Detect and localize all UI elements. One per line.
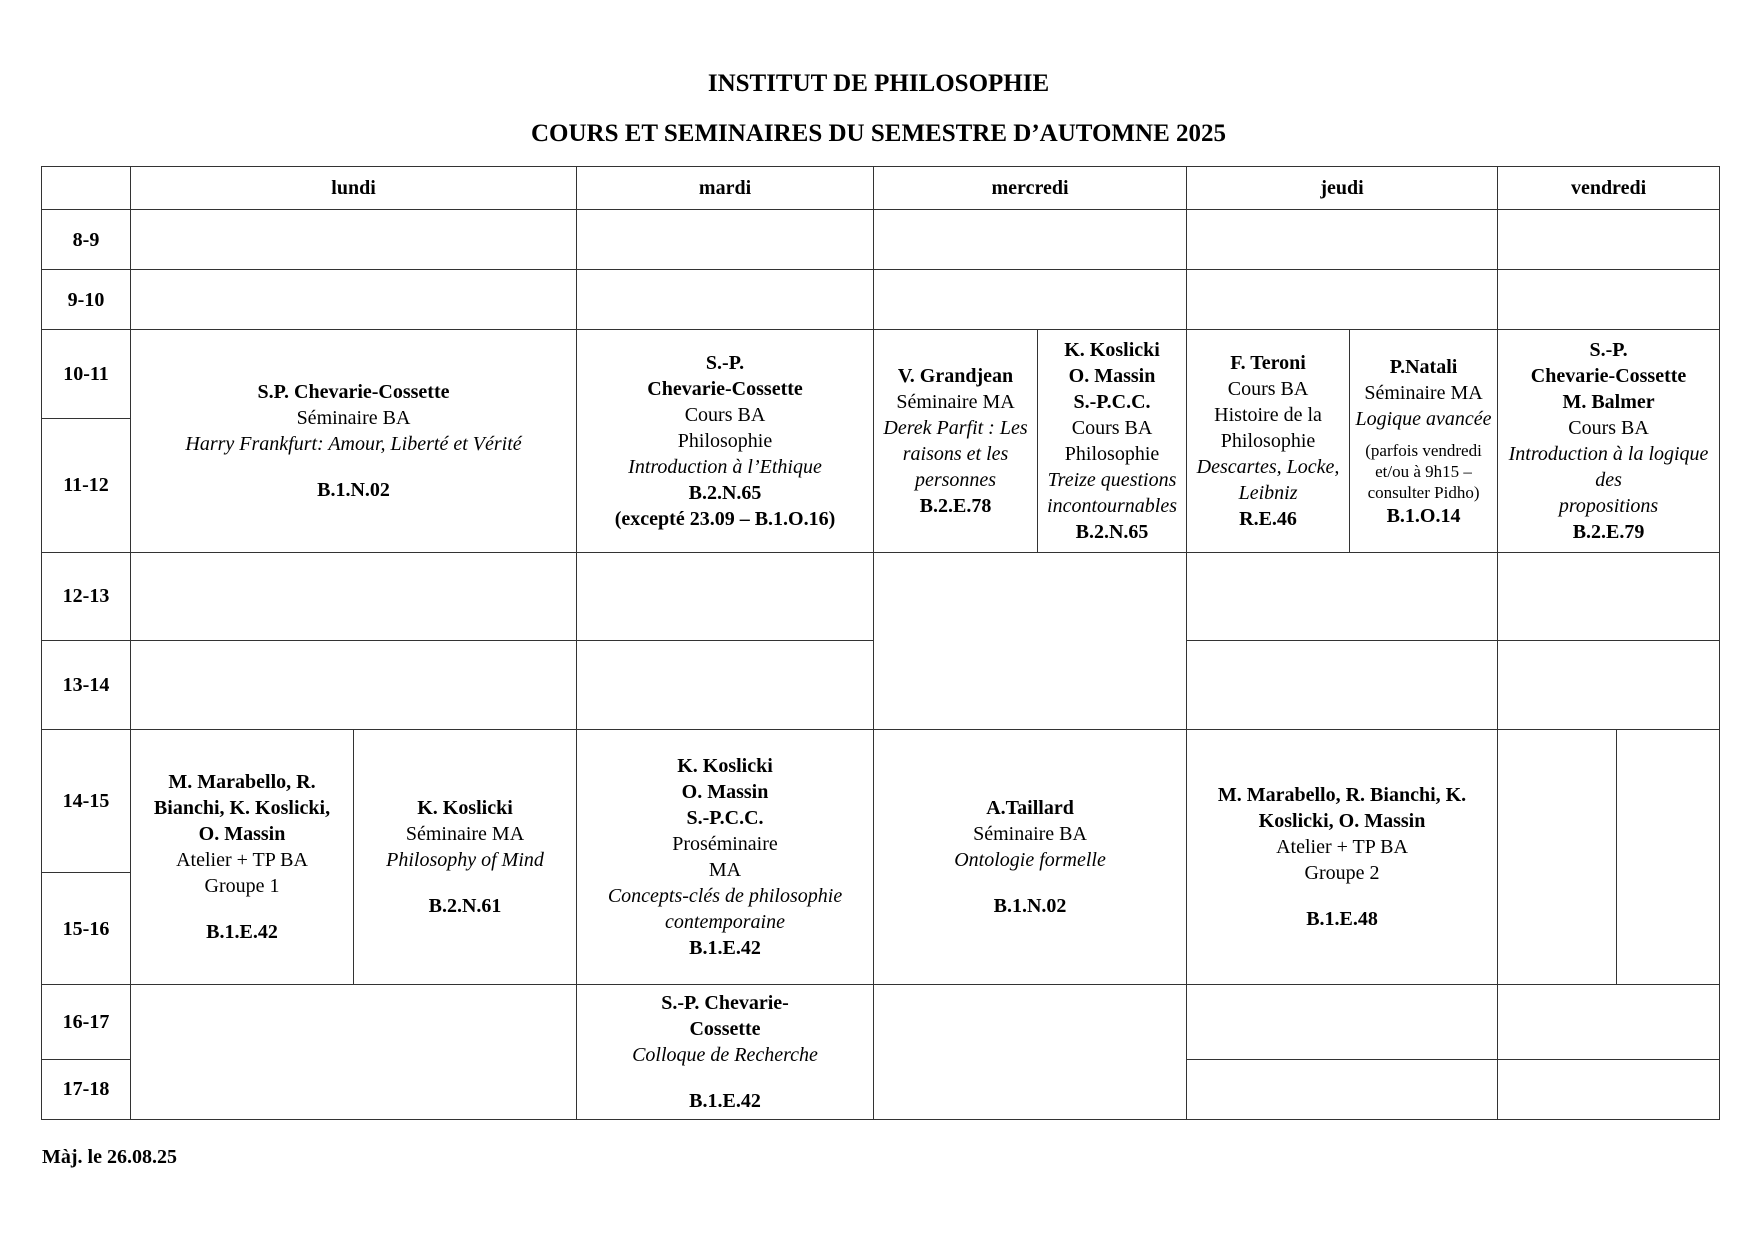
course-note: et/ou à 9h15 –: [1375, 461, 1472, 481]
course-teacher: S.-P. Chevarie-: [661, 991, 789, 1014]
course-teacher: K. Koslicki: [417, 796, 513, 819]
course-type: Cours BA: [1568, 417, 1649, 440]
course-teacher: K. Koslicki: [677, 754, 773, 777]
course-room: B.1.E.42: [689, 1089, 761, 1112]
table-row: [42, 984, 1720, 1059]
course-mardi-16: [577, 984, 874, 1119]
course-title: Philosophy of Mind: [386, 848, 544, 871]
course-teacher: Chevarie-Cossette: [647, 378, 803, 401]
course-teacher: S.-P.C.C.: [1073, 391, 1151, 414]
empty-slot: [1498, 1059, 1720, 1119]
course-room: B.1.E.42: [206, 920, 278, 943]
empty-slot: [131, 270, 577, 330]
empty-slot: [1498, 210, 1720, 270]
course-mardi-14: [577, 730, 874, 985]
empty-slot: [131, 984, 577, 1119]
course-teacher: V. Grandjean: [897, 365, 1014, 388]
course-room: R.E.46: [1239, 508, 1297, 531]
empty-slot: [577, 640, 874, 729]
course-mercredi-14: [874, 730, 1187, 985]
time-cell: 11-12: [42, 418, 131, 552]
course-note: consulter Pidho): [1367, 482, 1480, 502]
table-row: [42, 270, 1720, 330]
time-cell: 10-11: [42, 330, 131, 418]
course-title: raisons et les: [902, 443, 1009, 466]
day-header-vendredi: vendredi: [1498, 167, 1720, 210]
empty-slot: [1498, 552, 1720, 640]
course-room: B.2.N.65: [688, 482, 762, 505]
course-room: B.1.O.14: [1386, 504, 1461, 527]
course-title: Colloque de Recherche: [632, 1043, 818, 1066]
course-mardi-10: [577, 330, 874, 552]
empty-slot: [1498, 730, 1617, 985]
course-teacher: O. Massin: [681, 780, 769, 803]
course-title: contemporaine: [665, 910, 785, 933]
course-room: B.1.E.42: [689, 936, 761, 959]
day-header-mercredi: mercredi: [874, 167, 1187, 210]
course-teacher: O. Massin: [1068, 365, 1156, 388]
course-teacher: M. Balmer: [1562, 391, 1655, 414]
course-title: Introduction à la logique des: [1508, 443, 1709, 492]
course-teacher: S.P. Chevarie-Cossette: [257, 381, 450, 404]
course-teacher: S.-P.: [705, 352, 745, 375]
course-teacher: M. Marabello, R.: [168, 770, 316, 793]
course-subject: Philosophie: [1064, 443, 1160, 466]
course-title: propositions: [1558, 495, 1659, 518]
table-row: [42, 552, 1720, 640]
course-teacher: P.Natali: [1389, 355, 1458, 378]
course-title: Ontologie formelle: [954, 848, 1106, 871]
course-teacher: S.-P.: [1589, 339, 1628, 362]
empty-slot: [131, 552, 577, 640]
course-mercredi-10a: [874, 330, 1038, 552]
day-header-jeudi: jeudi: [1187, 167, 1498, 210]
course-room: B.2.E.79: [1572, 521, 1645, 544]
course-title: Leibniz: [1238, 482, 1298, 505]
course-type: Séminaire MA: [405, 822, 525, 845]
course-lundi-10: [131, 330, 577, 552]
empty-slot: [1617, 730, 1720, 985]
course-teacher: Cossette: [689, 1017, 761, 1040]
course-title: Introduction à l’Ethique: [628, 456, 822, 479]
course-title: personnes: [914, 469, 997, 492]
schedule-table: [41, 166, 1720, 1120]
course-group: Groupe 2: [1304, 861, 1380, 884]
course-lundi-14a: [131, 730, 354, 985]
empty-slot: [874, 984, 1187, 1119]
time-cell: 8-9: [42, 210, 131, 270]
empty-slot: [1187, 552, 1498, 640]
course-teacher: Bianchi, K. Koslicki,: [153, 796, 331, 819]
time-cell: 13-14: [42, 640, 131, 729]
course-jeudi-14: [1187, 730, 1498, 985]
empty-slot: [874, 552, 1187, 729]
course-teacher: Chevarie-Cossette: [1530, 365, 1687, 388]
course-type: Séminaire MA: [1364, 381, 1483, 404]
empty-slot: [577, 552, 874, 640]
course-teacher: M. Marabello, R. Bianchi, K.: [1217, 783, 1467, 806]
empty-slot: [131, 640, 577, 729]
course-title: Concepts-clés de philosophie: [607, 884, 843, 907]
semester-title: COURS ET SEMINAIRES DU SEMESTRE D’AUTOMNE 2025: [530, 120, 1227, 147]
empty-slot: [1187, 210, 1498, 270]
empty-slot: [1187, 1059, 1498, 1119]
time-cell: 17-18: [42, 1059, 131, 1119]
time-cell: 16-17: [42, 984, 131, 1059]
course-title: incontournables: [1047, 495, 1178, 518]
course-type: Cours BA: [684, 404, 766, 427]
course-type: Séminaire BA: [296, 407, 411, 430]
empty-slot: [1498, 640, 1720, 729]
course-lundi-14b: [354, 730, 577, 985]
course-type: Atelier + TP BA: [176, 848, 308, 871]
course-teacher: O. Massin: [198, 822, 286, 845]
course-title: Logique avancée: [1355, 407, 1492, 430]
time-cell: 9-10: [42, 270, 131, 330]
course-teacher: A.Taillard: [986, 796, 1074, 819]
course-room: B.1.N.02: [317, 479, 390, 502]
table-row: [42, 330, 1720, 418]
course-room: B.2.E.78: [919, 495, 992, 518]
day-header-mardi: mardi: [577, 167, 874, 210]
day-header-lundi: lundi: [131, 167, 577, 210]
institute-title: INSTITUT DE PHILOSOPHIE: [707, 70, 1050, 97]
course-type: Cours BA: [1227, 378, 1309, 401]
course-mercredi-10b: [1038, 330, 1187, 552]
course-jeudi-10b: [1350, 330, 1498, 552]
course-note: (excepté 23.09 – B.1.O.16): [614, 508, 836, 531]
time-cell: 14-15: [42, 730, 131, 873]
course-subject: Histoire de la: [1214, 404, 1322, 427]
empty-slot: [577, 270, 874, 330]
course-teacher: F. Teroni: [1230, 352, 1306, 375]
course-jeudi-10a: [1187, 330, 1350, 552]
time-cell: 12-13: [42, 552, 131, 640]
course-subject: Philosophie: [1220, 430, 1316, 453]
course-room: B.2.N.61: [428, 894, 502, 917]
course-type: Cours BA: [1071, 417, 1153, 440]
course-type: MA: [708, 858, 742, 881]
course-type: Proséminaire: [672, 832, 778, 855]
course-teacher: S.-P.C.C.: [686, 806, 764, 829]
course-teacher: Koslicki, O. Massin: [1258, 809, 1426, 832]
course-vendredi-10: [1498, 330, 1720, 552]
course-subject: Philosophie: [677, 430, 773, 453]
course-teacher: K. Koslicki: [1064, 339, 1160, 362]
course-type: Atelier + TP BA: [1276, 835, 1408, 858]
empty-slot: [131, 210, 577, 270]
empty-slot: [577, 210, 874, 270]
course-room: B.1.E.48: [1306, 907, 1378, 930]
course-title: Descartes, Locke,: [1196, 456, 1340, 479]
course-note: (parfois vendredi: [1365, 440, 1482, 460]
course-type: Séminaire MA: [896, 391, 1015, 414]
empty-slot: [1498, 270, 1720, 330]
empty-slot: [1187, 640, 1498, 729]
empty-slot: [874, 270, 1187, 330]
update-date: Màj. le 26.08.25: [42, 1146, 177, 1168]
time-cell: 15-16: [42, 873, 131, 984]
table-row: [42, 210, 1720, 270]
course-group: Groupe 1: [204, 874, 280, 897]
corner-cell: [42, 167, 131, 210]
course-type: Séminaire BA: [973, 822, 1087, 845]
empty-slot: [1498, 984, 1720, 1059]
course-title: Derek Parfit : Les: [883, 417, 1028, 440]
empty-slot: [874, 210, 1187, 270]
course-room: B.1.N.02: [993, 894, 1067, 917]
course-title: Treize questions: [1047, 469, 1177, 492]
course-title: Harry Frankfurt: Amour, Liberté et Vérité: [185, 433, 522, 456]
course-room: B.2.N.65: [1075, 521, 1149, 544]
header-row: [42, 167, 1720, 210]
empty-slot: [1187, 270, 1498, 330]
empty-slot: [1187, 984, 1498, 1059]
table-row: [42, 730, 1720, 873]
